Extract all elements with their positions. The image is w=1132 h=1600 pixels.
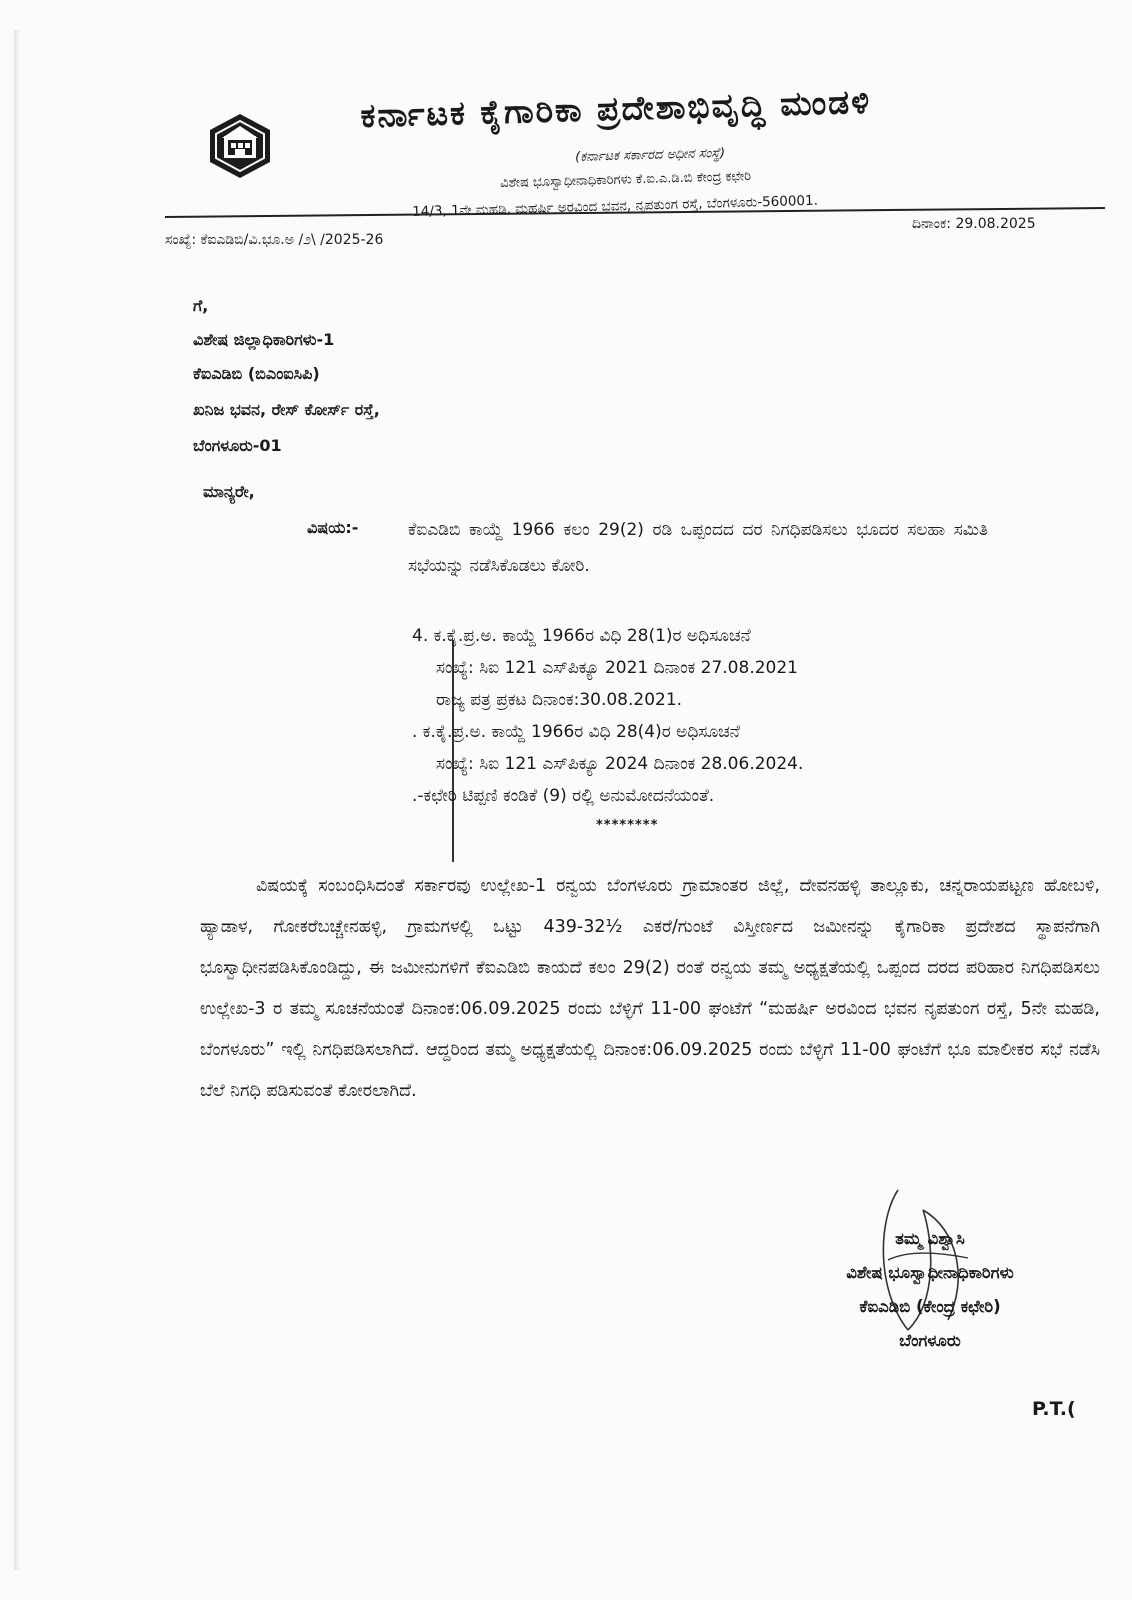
org-subtitle: (ಕರ್ನಾಟಕ ಸರ್ಕಾರದ ಅಧೀನ ಸಂಸ್ಥೆ) xyxy=(575,145,726,165)
reference-1-line-3: ರಾಜ್ಯ ಪತ್ರ ಪ್ರಕಟ ದಿನಾಂಕ:30.08.2021. xyxy=(436,690,683,710)
kiadb-logo-icon xyxy=(202,108,278,184)
signatory-office: ಕೆಐಎಡಿಬಿ (ಕೇಂದ್ರ ಕಛೇರಿ) xyxy=(859,1297,1001,1316)
signatory-place: ಬೆಂಗಳೂರು xyxy=(899,1331,961,1350)
reference-1-line-2: ಸಂಖ್ಯೆ: ಸಿಐ 121 ಎಸ್‌ಪಿಕ್ಯೂ 2021 ದಿನಾಂಕ 27.08.2021 xyxy=(436,658,798,678)
reference-number: ಸಂಖ್ಯೆ: ಕೆಐಎಡಿಬಿ/ವಿ.ಭೂ.ಅ /೨\ /2025-26 xyxy=(165,232,384,248)
references-list xyxy=(412,620,992,812)
reference-1-line-1: 4. ಕ.ಕೈ.ಪ್ರ.ಅ. ಕಾಯ್ದೆ 1966ರ ವಿಧಿ 28(1)ರ ಅಧಿಸೂಚನೆ xyxy=(412,626,751,646)
separator-stars: ******** xyxy=(596,818,659,833)
scan-edge-shadow xyxy=(14,30,20,1570)
subject-label: ವಿಷಯ:- xyxy=(307,518,359,537)
reference-2-line-2: ಸಂಖ್ಯೆ: ಸಿಐ 121 ಎಸ್‌ಪಿಕ್ಯೂ 2024 ದಿನಾಂಕ 28.06.2024. xyxy=(436,754,804,774)
office-name: ವಿಶೇಷ ಭೂಸ್ವಾಧೀನಾಧಿಕಾರಿಗಳು ಕೆ.ಐ.ಎ.ಡಿ.ಬಿ ಕೇಂದ್ರ ಕಛೇರಿ xyxy=(500,168,752,191)
address-line-2: ಕೆಐಎಡಿಬಿ (ಬಿಎಂಐಸಿಪಿ) xyxy=(193,364,320,383)
closing-text: ತಮ್ಮ ವಿಶ್ವಾಸಿ xyxy=(895,1229,965,1248)
salutation: ಮಾನ್ಯರೇ, xyxy=(203,482,255,501)
address-to: ಗೆ, xyxy=(193,296,209,315)
signature-block xyxy=(760,1222,1100,1358)
address-line-3: ಖನಿಜ ಭವನ, ರೇಸ್ ಕೋರ್ಸ್ ರಸ್ತೆ, xyxy=(193,400,380,419)
org-name: ಕರ್ನಾಟಕ ಕೈಗಾರಿಕಾ ಪ್ರದೇಶಾಭಿವೃದ್ಧಿ ಮಂಡಳಿ xyxy=(360,81,872,135)
reference-2-line-1: . ಕ.ಕೈ.ಪ್ರ.ಅ. ಕಾಯ್ದೆ 1966ರ ವಿಧಿ 28(4)ರ ಅಧಿಸೂಚನೆ xyxy=(412,722,740,742)
page-turn-over: P.T.( xyxy=(1032,1398,1076,1420)
address-line-4: ಬೆಂಗಳೂರು-01 xyxy=(193,436,282,455)
office-address: 14/3, 1ನೇ ಮಹಡಿ, ಮಹರ್ಷಿ ಅರವಿಂದ ಭವನ, ನೃಪತುಂಗ ರಸ್ತೆ, ಬೆಂಗಳೂರು-560001. xyxy=(412,192,819,220)
address-line-1: ವಿಶೇಷ ಜಿಲ್ಲಾಧಿಕಾರಿಗಳು-1 xyxy=(193,330,335,349)
letter-date: ದಿನಾಂಕ: 29.08.2025 xyxy=(912,216,1036,232)
reference-3: .-ಕಛೇರಿ ಟಿಪ್ಪಣಿ ಕಂಡಿಕೆ (9) ರಲ್ಲಿ ಅನುಮೋದನೆಯಂತೆ. xyxy=(412,786,715,806)
signatory-designation: ವಿಶೇಷ ಭೂಸ್ವಾಧೀನಾಧಿಕಾರಿಗಳು xyxy=(846,1263,1014,1282)
subject-text: ಕೆಐಎಡಿಬಿ ಕಾಯ್ದೆ 1966 ಕಲಂ 29(2) ರಡಿ ಒಪ್ಪಂದದ ದರ ನಿಗಧಿಪಡಿಸಲು ಭೂದರ ಸಲಹಾ ಸಮಿತಿ ಸಭೆಯನ್ನು ನಡೆಸಿಕೊಡಲು ಕೋರಿ. xyxy=(408,520,988,576)
body-paragraph: ವಿಷಯಕ್ಕೆ ಸಂಬಂಧಿಸಿದಂತೆ ಸರ್ಕಾರವು ಉಲ್ಲೇಖ-1 ರನ್ವಯ ಬೆಂಗಳೂರು ಗ್ರಾಮಾಂತರ ಜಿಲ್ಲೆ, ದೇವನಹಳ್ಳಿ ತಾಲ್ಲೂಕು, ಚನ್ನರಾಯಪಟ್ಟಣ ಹೋಬಳಿ, ಹ್ಯಾಡಾಳ, ಗೋಕರೆಬಚ್ಚೇನಹಳ್ಳಿ, ಗ್ರಾಮಗಳಲ್ಲಿ ಒಟ್ಟು 439-32½ ಎಕರೆ/ಗುಂಟೆ ವಿಸ್ತೀರ್ಣದ ಜಮೀನನ್ನು ಕೈಗಾರಿಕಾ ಪ್ರದೇಶದ ಸ್ಥಾಪನೆಗಾಗಿ ಭೂಸ್ವಾಧೀನಪಡಿಸಿಕೊಂಡಿದ್ದು, ಈ ಜಮೀನುಗಳಿಗೆ ಕೆಐಎಡಿಬಿ ಕಾಯದೆ ಕಲಂ 29(2) ರಂತೆ ರನ್ವಯ ತಮ್ಮ ಅಧ್ಯಕ್ಷತೆಯಲ್ಲಿ ಒಪ್ಪಂದ ದರದ ಪರಿಹಾರ ನಿಗಧಿಪಡಿಸಲು ಉಲ್ಲೇಖ-3 ರ ತಮ್ಮ ಸೂಚನೆಯಂತೆ ದಿನಾಂಕ:06.09.2025 ರಂದು ಬೆಳ್ಳಿಗೆ 11-00 ಘಂಟೆಗೆ “ಮಹರ್ಷಿ ಅರವಿಂದ ಭವನ ನೃಪತುಂಗ ರಸ್ತೆ, 5ನೇ ಮಹಡಿ, ಬೆಂಗಳೂರು” ಇಲ್ಲಿ ನಿಗಧಿಪಡಿಸಲಾಗಿದೆ. ಆದ್ದರಿಂದ ತಮ್ಮ ಅಧ್ಯಕ್ಷತೆಯಲ್ಲಿ ದಿನಾಂಕ:06.09.2025 ರಂದು ಬೆಳ್ಳಿಗೆ 11-00 ಘಂಟೆಗೆ ಭೂ ಮಾಲೀಕರ ಸಭೆ ನಡೆಸಿ ಬೆಲೆ ನಿಗಧಿ ಪಡಿಸುವಂತೆ ಕೋರಲಾಗಿದೆ. xyxy=(200,876,1100,1101)
